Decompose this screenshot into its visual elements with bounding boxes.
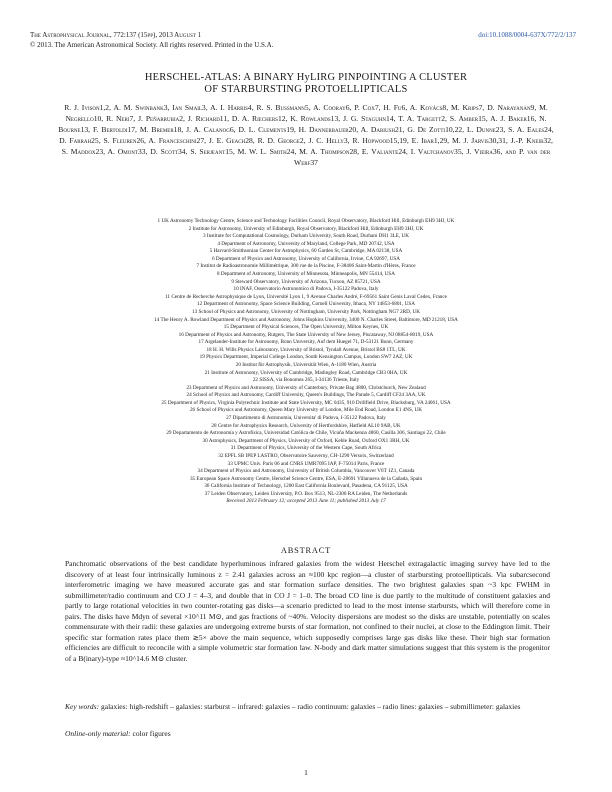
affiliation-line: 9 Steward Observatory, University of Arizona, Tucson, AZ 85721, USA bbox=[231, 278, 381, 285]
affiliation-list bbox=[36, 218, 576, 506]
keywords-label: Key words: bbox=[65, 702, 100, 711]
affiliation-line: 36 California Institute of Technology, 1200 East California Boulevard, Pasadena, CA 91125, USA bbox=[204, 483, 408, 490]
affiliation-line: 16 Department of Physics and Astronomy, Rutgers, The State University of New Jersey, Piscataway, NJ 08854-8019, USA bbox=[178, 331, 434, 338]
title-line-1: HERSCHEL-ATLAS: A BINARY HyLIRG PINPOINTING A CLUSTER bbox=[144, 72, 468, 83]
paper-title bbox=[0, 72, 612, 96]
affiliation-line: 33 UPMC Univ. Paris 06 and CNRS UMR7095 IAP, F-75014 Paris, France bbox=[227, 460, 385, 467]
online-material-text[interactable]: color figures bbox=[132, 729, 171, 738]
page-number: 1 bbox=[304, 768, 308, 777]
keywords-text: galaxies: high-redshift – galaxies: starburst – infrared: galaxies – radio continuum: galaxies – radio lines: galaxies – submillimeter: galaxies bbox=[100, 702, 521, 711]
abstract-heading: ABSTRACT bbox=[280, 546, 332, 555]
received-dates: Received 2013 February 12; accepted 2013 June 11; published 2013 July 17 bbox=[226, 498, 386, 505]
title-line-2: OF STARBURSTING PROTOELLIPTICALS bbox=[204, 84, 408, 95]
affiliation-line: 14 The Henry A. Rowland Department of Physics and Astronomy, Johns Hopkins University, 3400 N. Charles Street, Baltimore, MD 21218, USA bbox=[154, 316, 458, 323]
affiliation-line: 25 Department of Physics, Virginia Polytechnic Institute and State University, MC 0435, 910 Drillfield Drive, Blacksburg, VA 24061, USA bbox=[161, 399, 451, 406]
affiliation-line: 29 Departamento de Astronomía y Astrofísica, Universidad Católica de Chile, Vicuña Mackenna 4860, Casilla 306, Santiago 22, Chile bbox=[166, 430, 446, 437]
affiliation-line: 27 Dipartimento di Astronomia, Universita' di Padova, I-35122 Padova, Italy bbox=[226, 415, 386, 422]
affiliation-line: 11 Centre de Recherche Astrophysique de Lyon, Université Lyon 1, 9 Avenue Charles André, F-69561 Saint Genis Laval Cedex, France bbox=[165, 293, 447, 300]
affiliation-line: 8 Department of Astronomy, University of Minnesota, Minneapolis, MN 55414, USA bbox=[216, 271, 396, 278]
affiliation-line: 18 H. H. Wills Physics Laboratory, University of Bristol, Tyndall Avenue, Bristol BS8 1TL, UK bbox=[206, 346, 406, 353]
affiliation-line: 30 Astrophysics, Department of Physics, University of Oxford, Keble Road, Oxford OX1 3RH, UK bbox=[202, 437, 410, 444]
affiliation-line: 7 Institut de Radioastronomie Millimétrique, 300 rue de la Piscine, F-38406 Saint-Martin d'Hères, France bbox=[196, 263, 416, 270]
journal-citation: The Astrophysical Journal, 772:137 (15pp), 2013 August 1 bbox=[30, 31, 202, 39]
abstract-text: Panchromatic observations of the best candidate hyperluminous infrared galaxies from the widest Herschel extragalactic imaging survey have led to the discovery of at least four intrinsically luminous z = 2.41 galaxies across an ≈100 kpc region—a cluster of starbursting protoellipticals. Via subarcsecond interferometric imaging we have measured accurate gas and star formation surface densities. The two brightest galaxies span ~3 kpc FWHM in submillimeter/radio continuum and CO J = 4–3, and double that in CO J = 1–0. The broad CO line is due partly to the multitude of constituent galaxies and partly to large rotational velocities in two counter-rotating gas disks—a scenario predicted to lead to the most intense starbursts, which will therefore come in pairs. The disks have Mdyn of several ×10^11 M⊙, and gas fractions of ~40%. Velocity dispersions are modest so the disks are unstable, potentially on scales commensurate with their radii: these galaxies are undergoing extreme bursts of star formation, not confined to their nuclei, at close to the Eddington limit. Their specific star formation rates place them ≳5× above the main sequence, which supposedly comprises large gas disks like these. Their high star formation efficiencies are difficult to reconcile with a simple volumetric star formation law. N-body and dark matter simulations suggest that this system is the progenitor of a B(inary)-type ≈10^14.6 M⊙ cluster. bbox=[65, 559, 550, 663]
affiliation-line: 34 Department of Physics and Astronomy, University of British Columbia, Vancouver V6T 1Z1, Canada bbox=[197, 468, 415, 475]
affiliation-line: 15 Department of Physical Sciences, The Open University, Milton Keynes, UK bbox=[223, 324, 389, 331]
affiliation-line: 10 INAF, Osservatorio Astronomico di Padova, I-35122 Padova, Italy bbox=[233, 286, 379, 293]
affiliation-line: 2 Institute for Astronomy, University of Edinburgh, Royal Observatory, Blackford Hill, Edinburgh EH9 3HJ, UK bbox=[188, 225, 424, 232]
affiliation-line: 23 Department of Physics and Astronomy, University of Canterbury, Private Bag 4800, Christchurch, New Zealand bbox=[186, 384, 426, 391]
affiliation-line: 3 Institute for Computational Cosmology, Durham University, South Road, Durham DH1 3LE, UK bbox=[203, 233, 409, 240]
online-material-label: Online-only material: bbox=[65, 729, 131, 738]
affiliation-line: 6 Department of Physics and Astronomy, University of California, Irvine, CA 92697, USA bbox=[211, 255, 401, 262]
affiliation-line: 4 Department of Astronomy, University of Maryland, College Park, MD 20742, USA bbox=[217, 240, 395, 247]
copyright-notice: © 2013. The American Astronomical Society. All rights reserved. Printed in the U.S.A. bbox=[30, 41, 274, 49]
affiliation-line: 26 School of Physics and Astronomy, Queen Mary University of London, Mile End Road, London E1 4NS, UK bbox=[189, 407, 423, 414]
affiliation-line: 32 EPFL SB IPEP LASTRO, Observatoire Sauverny, CH-1290 Versoix, Switzerland bbox=[218, 452, 394, 459]
online-material bbox=[65, 729, 171, 738]
author-list: R. J. Ivison1,2, A. M. Swinbank3, Ian Smail3, A. I. Harris4, R. S. Bussmann5, A. Cooray6, P. Cox7, H. Fu6, A. Kovács8, M. Krips7, D. Narayanan9, M. Negrello10, R. Neri7, J. Peñarrubia2, J. Richard11, D. A. Riechers12, K. Rowlands13, J. G. Staguhn14, T. A. Targett2, S. Amber15, A. J. Baker16, N. Bourne13, F. Bertoldi17, M. Bremer18, J. A. Calanog6, D. L. Clements19, H. Dannerbauer20, A. Dariush21, G. De Zotti10,22, L. Dunne23, S. A. Eales24, D. Farrah25, S. Fleuren26, A. Franceschini27, J. E. Geach28, R. D. George2, J. C. Helly3, R. Hopwood15,19, E. Ibar1,29, M. J. Jarvis30,31, J.-P. Kneib32, S. Maddox23, A. Omont33, D. Scott34, S. Serjeant15, M. W. L. Smith24, M. A. Thompson28, E. Valiante24, I. Valtchanov35, J. Vieira36, and P. van der Werf37 bbox=[58, 103, 554, 167]
affiliation-line: 5 Harvard-Smithsonian Center for Astrophysics, 60 Garden St, Cambridge, MA 02138, USA bbox=[209, 248, 403, 255]
affiliation-line: 13 School of Physics and Astronomy, University of Nottingham, University Park, Nottingham NG7 2RD, UK bbox=[192, 308, 420, 315]
affiliation-line: 21 Institute of Astronomy, University of Cambridge, Madingley Road, Cambridge CB3 0HA, UK bbox=[204, 369, 408, 376]
affiliation-line: 1 UK Astronomy Technology Centre, Science and Technology Facilities Council, Royal Observatory, Blackford Hill, Edinburgh EH9 3HJ, UK bbox=[157, 218, 455, 224]
affiliation-line: 31 Department of Physics, University of the Western Cape, South Africa bbox=[230, 445, 382, 452]
doi-link[interactable]: doi:10.1088/0004-637X/772/2/137 bbox=[478, 31, 576, 39]
affiliation-line: 19 Physics Department, Imperial College London, South Kensington Campus, London SW7 2AZ, UK bbox=[199, 354, 413, 361]
affiliation-line: 20 Institut für Astrophysik, Universität Wien, A-1180 Wien, Austria bbox=[235, 361, 377, 368]
keywords bbox=[65, 702, 550, 713]
affiliation-line: 24 School of Physics and Astronomy, Cardiff University, Queen's Buildings, The Parade 5, Cardiff CF24 3AA, UK bbox=[186, 392, 426, 399]
affiliation-line: 37 Leiden Observatory, Leiden University, P.O. Box 9513, NL-2300 RA Leiden, The Netherlands bbox=[204, 490, 408, 497]
affiliation-line: 22 SISSA, via Bonomea 265, I-34136 Trieste, Italy bbox=[252, 377, 360, 384]
affiliation-line: 12 Department of Astronomy, Space Science Building, Cornell University, Ithaca, NY 14853-6801, USA bbox=[197, 301, 415, 308]
affiliation-line: 35 European Space Astronomy Centre, Herschel Science Centre, ESA, E-28691 Villanueva de la Cañada, Spain bbox=[189, 475, 423, 482]
affiliation-line: 17 Argelander-Institute for Astronomy, Bonn University, Auf dem Huegel 71, D-53121 Bonn, Germany bbox=[198, 339, 414, 346]
running-header bbox=[30, 30, 576, 50]
affiliation-line: 28 Centre for Astrophysics Research, University of Hertfordshire, Hatfield AL10 9AB, UK bbox=[211, 422, 401, 429]
